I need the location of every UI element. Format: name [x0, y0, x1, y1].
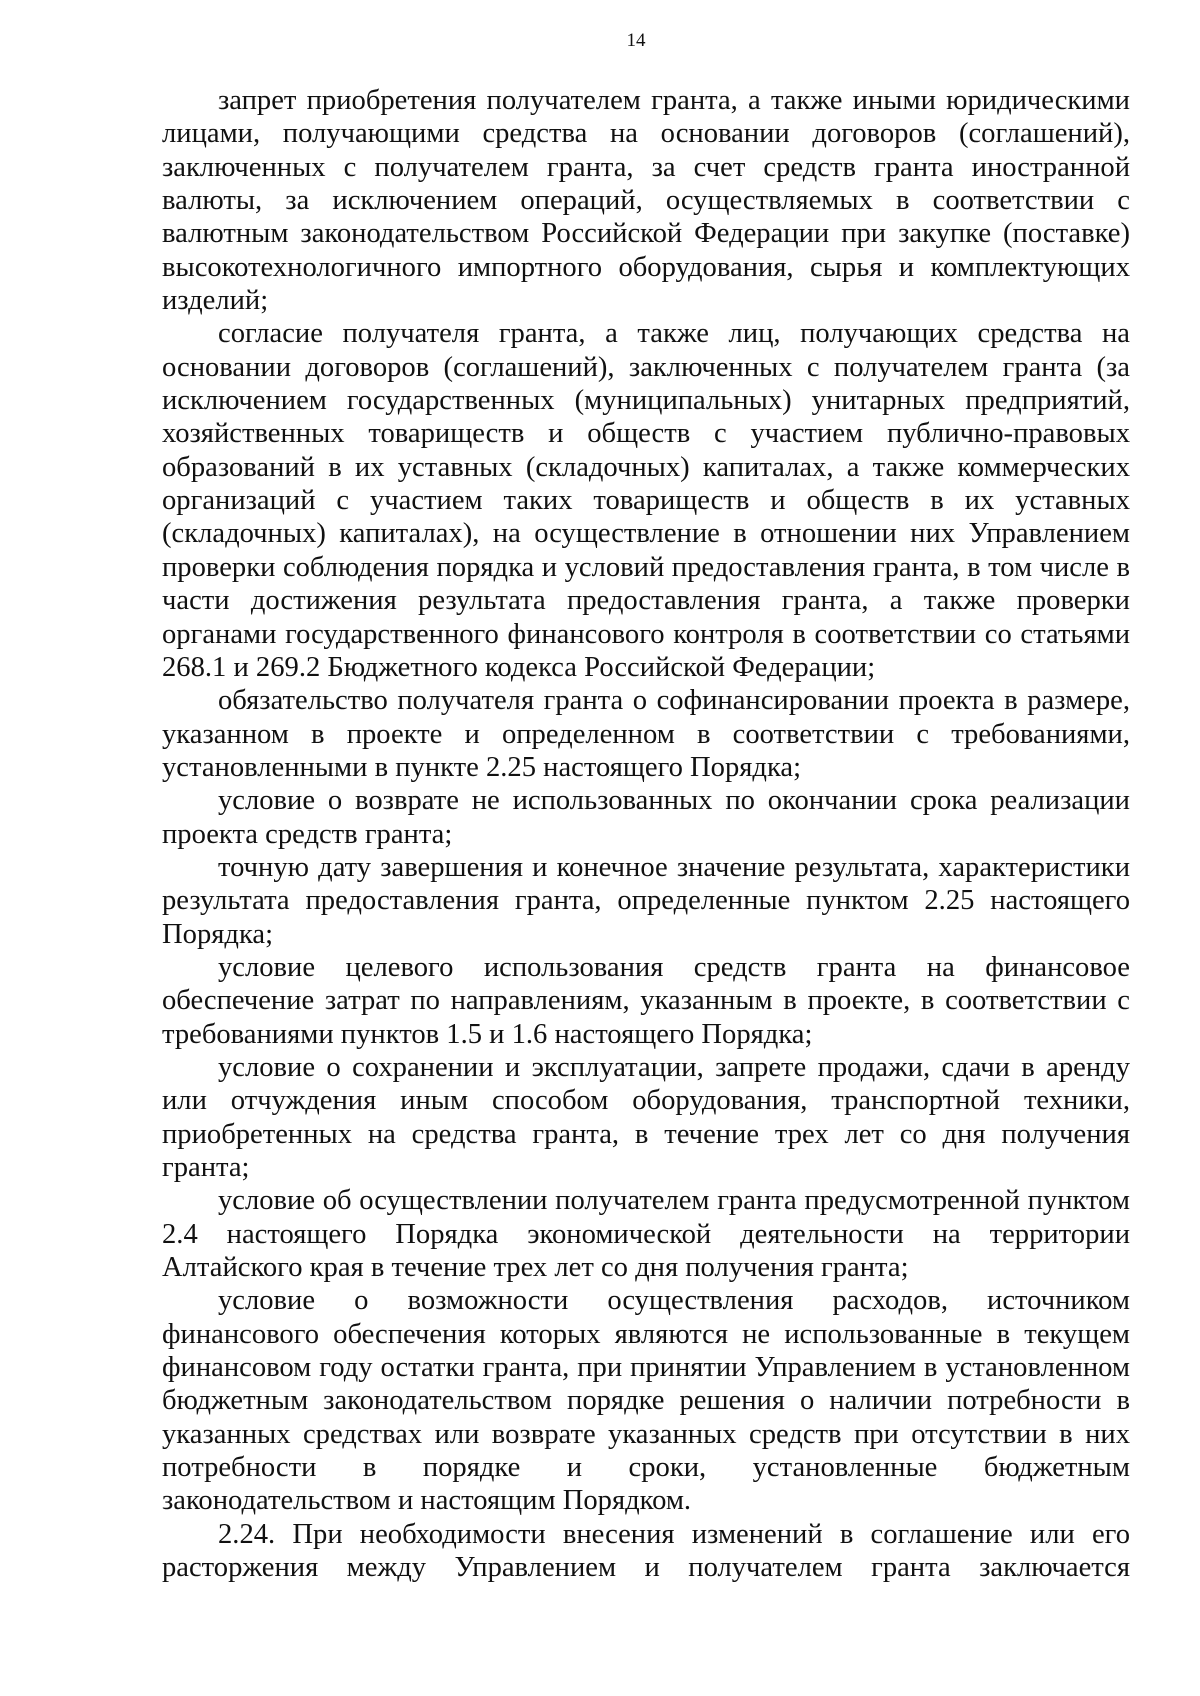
paragraph-return-of-unused-funds: условие о возврате не использованных по окончании срока реализации проекта средств гранта; — [162, 785, 1130, 850]
paragraph-cofinancing-obligation: обязательство получателя гранта о софинансировании проекта в размере, указанном в проекте и определенном в соответствии с требованиями, установленными в пункте 2.25 настоящего Порядка; — [162, 685, 1130, 783]
paragraph-unused-balance-spending: условие о возможности осуществления расходов, источником финансового обеспечения которых являются не использованные в текущем финансовом году остатки гранта, при принятии Управлением в установленном бюджетным законодательством порядке решения о наличии потребности в указанных средствах или возврате указанных средств при отсутствии в них потребности в порядке и сроки, установленные бюджетным законодательством и настоящим Порядком. — [162, 1285, 1130, 1517]
paragraph-economic-activity: условие об осуществлении получателем гранта предусмотренной пунктом 2.4 настоящего Порядка экономической деятельности на территории Алтайского края в течение трех лет со дня получения гранта; — [162, 1185, 1130, 1284]
paragraph-consent-to-inspections: согласие получателя гранта, а также лиц, получающих средства на основании договоров (соглашений), заключенных с получателем гранта (за исключением государственных (муниципальных) унитарных предприятий, хозяйственных товариществ и обществ с участием публично-правовых образований в их уставных (складочных) капиталах, а также коммерческих организаций с участием таких товариществ и обществ в их уставных (складочных) капиталах), на осуществление в отношении них Управлением проверки соблюдения порядка и условий предоставления гранта, в том числе в части достижения результата предоставления гранта, а также проверки органами государственного финансового контроля в соответствии со статьями 268.1 и 269.2 Бюджетного кодекса Российской Федерации; — [162, 318, 1130, 683]
paragraph-equipment-preservation: условие о сохранении и эксплуатации, запрете продажи, сдачи в аренду или отчуждения иным способом оборудования, транспортной техники, приобретенных на средства гранта, в течение трех лет со дня получения гранта; — [162, 1051, 1130, 1183]
paragraph-completion-date-and-result: точную дату завершения и конечное значение результата, характеристики результата предоставления гранта, определенные пунктом 2.25 настоящего Порядка; — [162, 851, 1130, 950]
paragraph-agreement-amendment: 2.24. При необходимости внесения изменений в соглашение или его расторжения между Управлением и получателем гранта заключается — [162, 1518, 1130, 1584]
paragraph-currency-ban: запрет приобретения получателем гранта, а также иными юридическими лицами, получающими средства на основании договоров (соглашений), заключенных с получателем гранта, за счет средств гранта иностранной валюты, за исключением операций, осуществляемых в соответствии с валютным законодательством Российской Федерации при закупке (поставке) высокотехнологичного импортного оборудования, сырья и комплектующих изделий; — [162, 85, 1130, 317]
paragraph-targeted-use: условие целевого использования средств гранта на финансовое обеспечение затрат по направлениям, указанным в проекте, в соответствии с требованиями пунктов 1.5 и 1.6 настоящего Порядка; — [162, 951, 1130, 1050]
document-body — [162, 84, 1130, 1584]
page-number: 14 — [626, 30, 646, 51]
